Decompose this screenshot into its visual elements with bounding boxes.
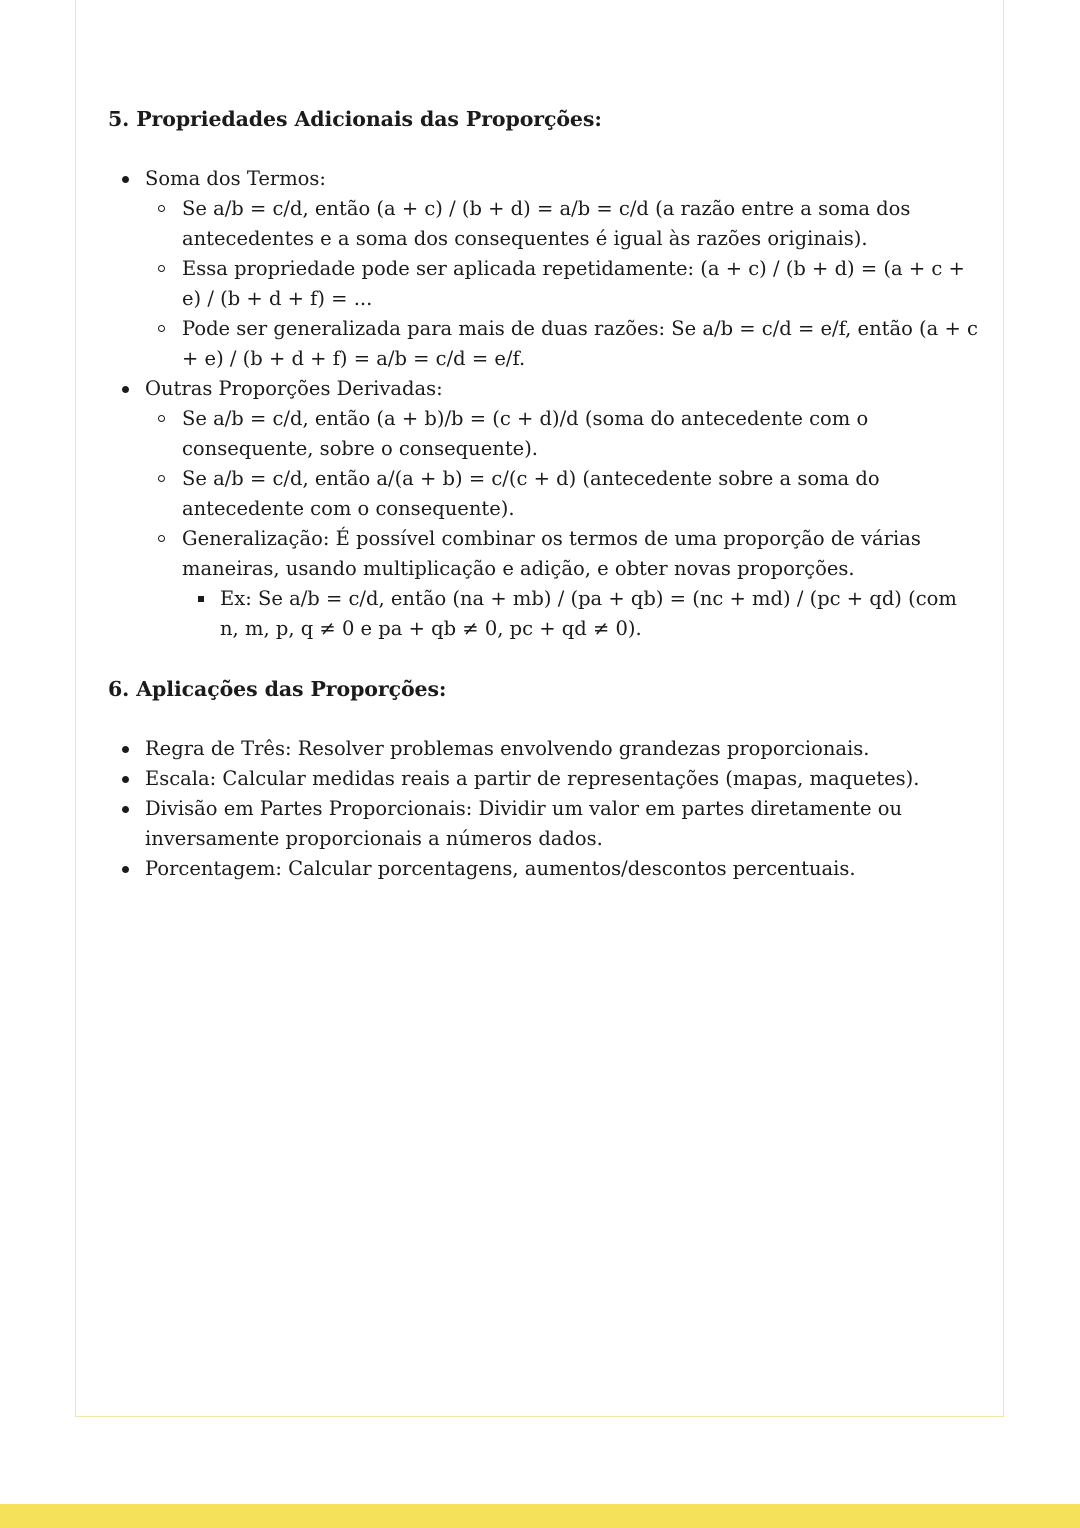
sub-list-item: Se a/b = c/d, então (a + c) / (b + d) = a/b = c/d (a razão entre a soma dos antecedentes e a soma dos consequentes é igual às razões originais). (108, 194, 978, 254)
list-item: Divisão em Partes Proporcionais: Dividir um valor em partes diretamente ou inversamente proporcionais a números dados. (108, 794, 978, 854)
sub-list-item: Essa propriedade pode ser aplicada repetidamente: (a + c) / (b + d) = (a + c + e) / (b + d + f) = ... (108, 254, 978, 314)
list-item (108, 164, 978, 374)
list-item (108, 374, 978, 644)
section-5-list (108, 164, 978, 644)
list-item: Regra de Três: Resolver problemas envolvendo grandezas proporcionais. (108, 734, 978, 764)
sub-list (145, 194, 978, 374)
sub-list-item-text: Generalização: É possível combinar os termos de uma proporção de várias maneiras, usando multiplicação e adição, e obter novas proporções. (182, 527, 921, 580)
bottom-accent-bar (0, 1504, 1080, 1528)
sub-sub-list-item: Ex: Se a/b = c/d, então (na + mb) / (pa + qb) = (nc + md) / (pc + qd) (com n, m, p, q ≠ 0 e pa + qb ≠ 0, pc + qd ≠ 0). (108, 584, 978, 644)
section-6-heading: 6. Aplicações das Proporções: (108, 677, 447, 701)
section-6-list (108, 734, 978, 884)
section-5-heading: 5. Propriedades Adicionais das Proporções: (108, 107, 602, 131)
sub-list-item: Se a/b = c/d, então a/(a + b) = c/(c + d) (antecedente sobre a soma do antecedente com o consequente). (108, 464, 978, 524)
document-content (108, 104, 978, 884)
sub-list-item: Se a/b = c/d, então (a + b)/b = (c + d)/d (soma do antecedente com o consequente, sobre o consequente). (108, 404, 978, 464)
list-item-label: Soma dos Termos: (145, 167, 327, 190)
list-item: Porcentagem: Calcular porcentagens, aumentos/descontos percentuais. (108, 854, 978, 884)
sub-list (145, 404, 978, 644)
sub-sub-list (182, 584, 978, 644)
sub-list-item: Pode ser generalizada para mais de duas razões: Se a/b = c/d = e/f, então (a + c + e) / (b + d + f) = a/b = c/d = e/f. (108, 314, 978, 374)
list-item-label: Outras Proporções Derivadas: (145, 377, 443, 400)
list-item: Escala: Calcular medidas reais a partir de representações (mapas, maquetes). (108, 764, 978, 794)
sub-list-item (108, 524, 978, 644)
